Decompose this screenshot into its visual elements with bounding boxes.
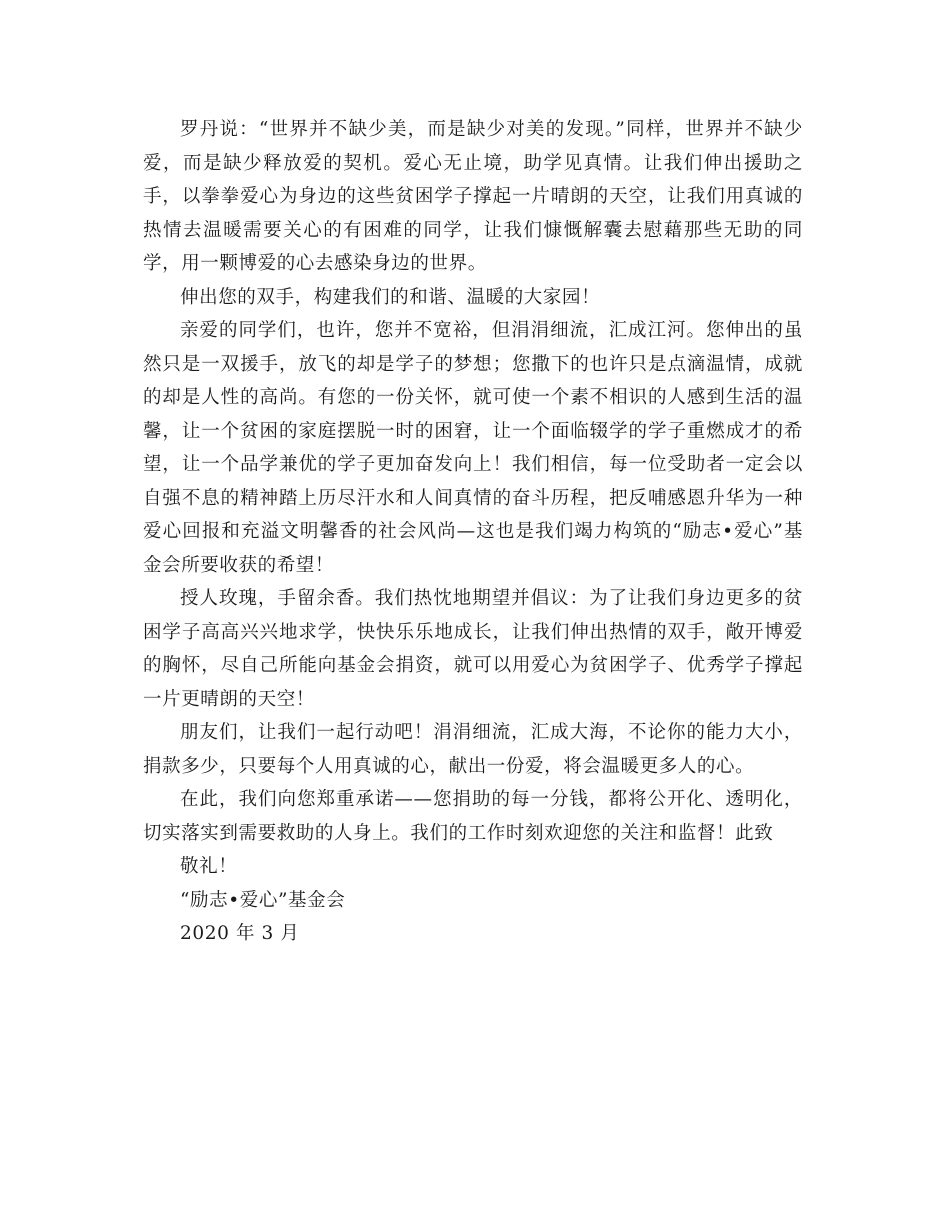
paragraph-proposal: 授人玫瑰，手留余香。我们热忱地期望并倡议：为了让我们身边更多的贫困学子高高兴兴地求学，快快乐乐地成长，让我们伸出热情的双手，敞开博爱的胸怀，尽自己所能向基金会捐资，就可以用爱心为贫困学子、优秀学子撑起一片更晴朗的天空！ bbox=[143, 588, 803, 710]
paragraph-promise: 在此，我们向您郑重承诺——您捐助的每一分钱，都将公开化、透明化，切实落实到需要救助的人身上。我们的工作时刻欢迎您的关注和监督！此致 bbox=[143, 789, 803, 844]
paragraph-dear-students: 亲爱的同学们，也许，您并不宽裕，但涓涓细流，汇成江河。您伸出的虽然只是一双援手，放飞的却是学子的梦想；您撒下的也许只是点滴温情，成就的却是人性的高尚。有您的一份关怀，就可使一个素不相识的人感到生活的温馨，让一个贫困的家庭摆脱一时的困窘，让一个面临辍学的学子重燃成才的希望，让一个品学兼优的学子更加奋发向上！我们相信，每一位受助者一定会以自强不息的精神踏上历尽汗水和人间真情的奋斗历程，把反哺感恩升华为一种爱心回报和充溢文明馨香的社会风尚—这也是我们竭力构筑的“励志•爱心”基金会所要收获的希望！ bbox=[143, 320, 803, 576]
paragraph-call-to-action: 伸出您的双手，构建我们的和谐、温暖的大家园！ bbox=[180, 286, 601, 308]
document-body bbox=[143, 113, 803, 951]
date: 2020 年 3 月 bbox=[180, 923, 300, 944]
signature: “励志•爱心”基金会 bbox=[180, 889, 346, 911]
paragraph-rodin-quote: 罗丹说：“世界并不缺少美，而是缺少对美的发现。”同样，世界并不缺少爱，而是缺少释放爱的契机。爱心无止境，助学见真情。让我们伸出援助之手，以拳拳爱心为身边的这些贫困学子撑起一片晴朗的天空，让我们用真诚的热情去温暖需要关心的有困难的同学，让我们慷慨解囊去慰藉那些无助的同学，用一颗博爱的心去感染身边的世界。 bbox=[143, 119, 803, 274]
salutation: 敬礼！ bbox=[180, 856, 238, 877]
paragraph-friends: 朋友们，让我们一起行动吧！涓涓细流，汇成大海，不论你的能力大小，捐款多少，只要每个人用真诚的心，献出一份爱，将会温暖更多人的心。 bbox=[143, 722, 803, 777]
